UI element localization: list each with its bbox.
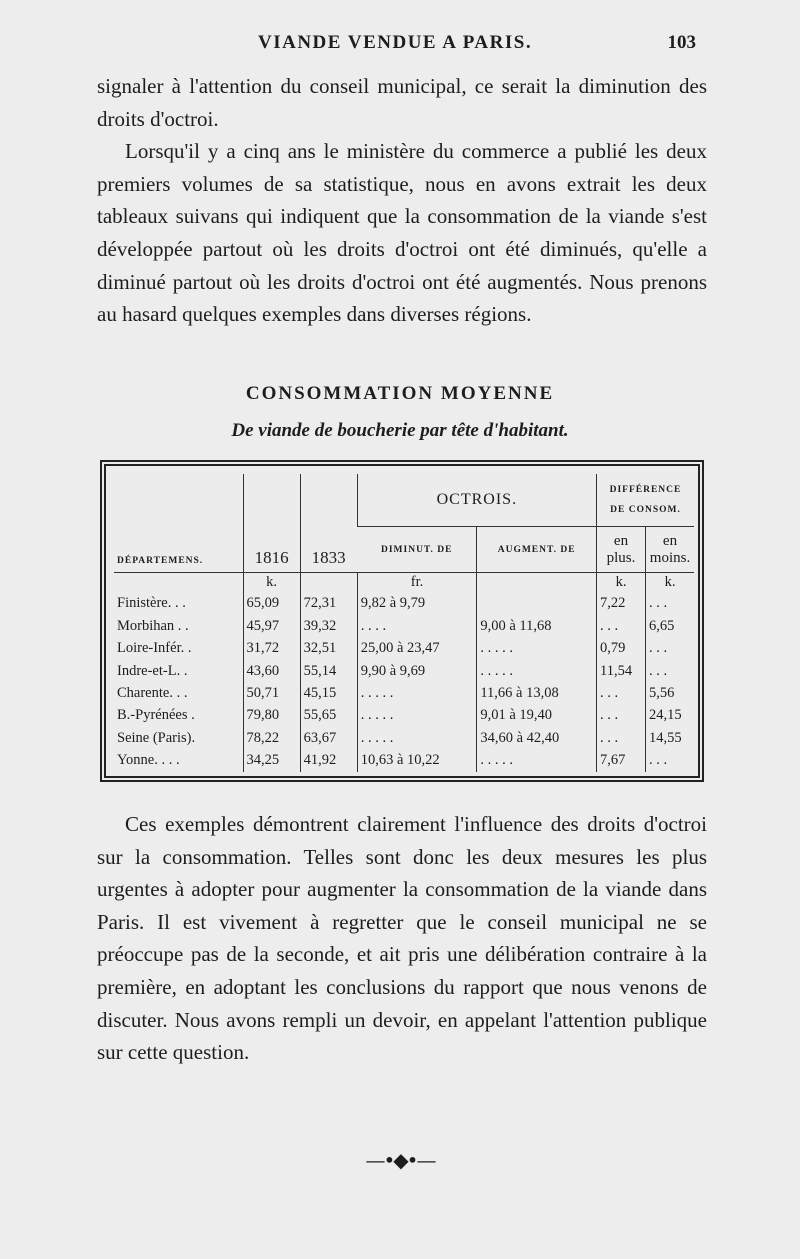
cell-1816: 43,60 <box>243 660 300 682</box>
cell-augment: 34,60 à 42,40 <box>477 727 597 749</box>
cell-1833: 55,14 <box>300 660 357 682</box>
cell-augment: 9,00 à 11,68 <box>477 615 597 637</box>
cell-1816: 65,09 <box>243 593 300 615</box>
cell-diminut: 10,63 à 10,22 <box>357 750 477 772</box>
cell-diminut: . . . . . <box>357 705 477 727</box>
cell-plus: 7,67 <box>597 750 646 772</box>
table-row <box>114 660 694 682</box>
cell-1816: 45,97 <box>243 615 300 637</box>
cell-augment: . . . . . <box>477 660 597 682</box>
cell-moins: 14,55 <box>646 727 695 749</box>
cell-1833: 39,32 <box>300 615 357 637</box>
header-difference-line2: DE CONSOM. <box>610 505 681 515</box>
cell-moins: . . . <box>646 750 695 772</box>
cell-diminut: . . . . . <box>357 727 477 749</box>
cell-augment: . . . . . <box>477 637 597 659</box>
cell-plus: . . . <box>597 682 646 704</box>
cell-plus: 7,22 <box>597 593 646 615</box>
cell-augment <box>477 593 597 615</box>
cell-1833: 63,67 <box>300 727 357 749</box>
cell-plus: . . . <box>597 727 646 749</box>
table-row <box>114 750 694 772</box>
cell-plus: . . . <box>597 615 646 637</box>
cell-plus: 11,54 <box>597 660 646 682</box>
cell-moins: 6,65 <box>646 615 695 637</box>
unit-1833 <box>300 573 357 593</box>
cell-1816: 50,71 <box>243 682 300 704</box>
unit-plus: k. <box>597 573 646 593</box>
table-title: CONSOMMATION MOYENNE <box>245 383 555 404</box>
cell-dept: Loire-Infér. . <box>117 640 192 657</box>
unit-augment <box>477 573 597 593</box>
cell-1833: 45,15 <box>300 682 357 704</box>
table-row <box>114 682 694 704</box>
cell-1833: 55,65 <box>300 705 357 727</box>
cell-plus: . . . <box>597 705 646 727</box>
cell-moins: 24,15 <box>646 705 695 727</box>
cell-diminut: 9,82 à 9,79 <box>357 593 477 615</box>
cell-1833: 41,92 <box>300 750 357 772</box>
cell-plus: 0,79 <box>597 637 646 659</box>
cell-dept: Finistère. . . <box>117 595 186 612</box>
consumption-table-frame <box>100 460 704 782</box>
header-en-moins: en moins. <box>646 527 695 573</box>
cell-augment: 9,01 à 19,40 <box>477 705 597 727</box>
cell-moins: . . . <box>646 660 695 682</box>
header-1816: 1816 <box>243 474 300 573</box>
unit-moins: k. <box>646 573 695 593</box>
header-difference-line1: DIFFÉRENCE <box>609 485 682 495</box>
page-header <box>0 32 800 62</box>
cell-dept: Yonne. . . . <box>117 752 180 769</box>
consumption-table <box>114 474 694 772</box>
cell-moins: . . . <box>646 593 695 615</box>
unit-octroi: fr. <box>357 573 477 593</box>
unit-1816: k. <box>243 573 300 593</box>
cell-1816: 79,80 <box>243 705 300 727</box>
table-row <box>114 615 694 637</box>
cell-dept: Charente. . . <box>117 684 188 701</box>
table-row <box>114 727 694 749</box>
paragraph-continuation: signaler à l'attention du conseil municipal, ce serait la diminution des droits d'octroi. <box>97 74 707 131</box>
table-row <box>114 593 694 615</box>
cell-dept: B.-Pyrénées . <box>117 707 195 724</box>
cell-dept: Seine (Paris). <box>117 729 196 746</box>
header-octrois: OCTROIS. <box>357 474 596 527</box>
table-row <box>114 705 694 727</box>
cell-diminut: . . . . . <box>357 682 477 704</box>
cell-diminut: . . . . <box>357 615 477 637</box>
header-difference <box>597 474 695 527</box>
header-departements: DÉPARTEMENS. <box>117 556 204 566</box>
cell-1833: 72,31 <box>300 593 357 615</box>
unit-empty <box>114 573 243 593</box>
header-1833: 1833 <box>300 474 357 573</box>
header-en-plus: en plus. <box>597 527 646 573</box>
tail-ornament: —•◆•— <box>365 1148 435 1172</box>
cell-1816: 31,72 <box>243 637 300 659</box>
cell-augment: . . . . . <box>477 750 597 772</box>
cell-moins: . . . <box>646 637 695 659</box>
cell-1816: 34,25 <box>243 750 300 772</box>
header-diminut: DIMINUT. DE <box>380 544 453 555</box>
cell-1833: 32,51 <box>300 637 357 659</box>
table-subtitle: De viande de boucherie par tête d'habitant. <box>231 420 569 441</box>
cell-moins: 5,56 <box>646 682 695 704</box>
cell-1816: 78,22 <box>243 727 300 749</box>
page-number: 103 <box>667 32 696 53</box>
cell-diminut: 9,90 à 9,69 <box>357 660 477 682</box>
conclusion-text <box>97 808 707 1069</box>
cell-augment: 11,66 à 13,08 <box>477 682 597 704</box>
cell-diminut: 25,00 à 23,47 <box>357 637 477 659</box>
cell-dept: Morbihan . . <box>117 617 189 634</box>
paragraph-statistique: Lorsqu'il y a cinq ans le ministère du commerce a publié les deux premiers volumes de sa statistique, nous en avons extrait les deux tableaux suivans qui indiquent que la consommation de la viande s'est développée partout où les droits d'octroi ont été diminués, qu'elle a diminué partout où les droits d'octroi ont été augmentés. Nous prenons au hasard quelques exemples dans diverses régions. <box>97 139 707 327</box>
header-augment: AUGMENT. DE <box>477 527 597 573</box>
paragraph-conclusion: Ces exemples démontrent clairement l'influence des droits d'octroi sur la consommation. Telles sont donc les deux mesures les plus urgentes à adopter pour augmenter la consommation de la viande dans Paris. Il est vivement à regretter que le conseil municipal ne se préoccupe pas de la seconde, et ait pris une délibération contraire à la première, en adoptant les conclusions du rapport que nous venons de discuter. Nous avons rempli un devoir, en appelant l'attention publique sur cette question. <box>97 812 707 1065</box>
intro-text <box>97 70 707 331</box>
running-title: VIANDE VENDUE A PARIS. <box>258 32 533 53</box>
table-row <box>114 637 694 659</box>
cell-dept: Indre-et-L. . <box>117 662 188 679</box>
